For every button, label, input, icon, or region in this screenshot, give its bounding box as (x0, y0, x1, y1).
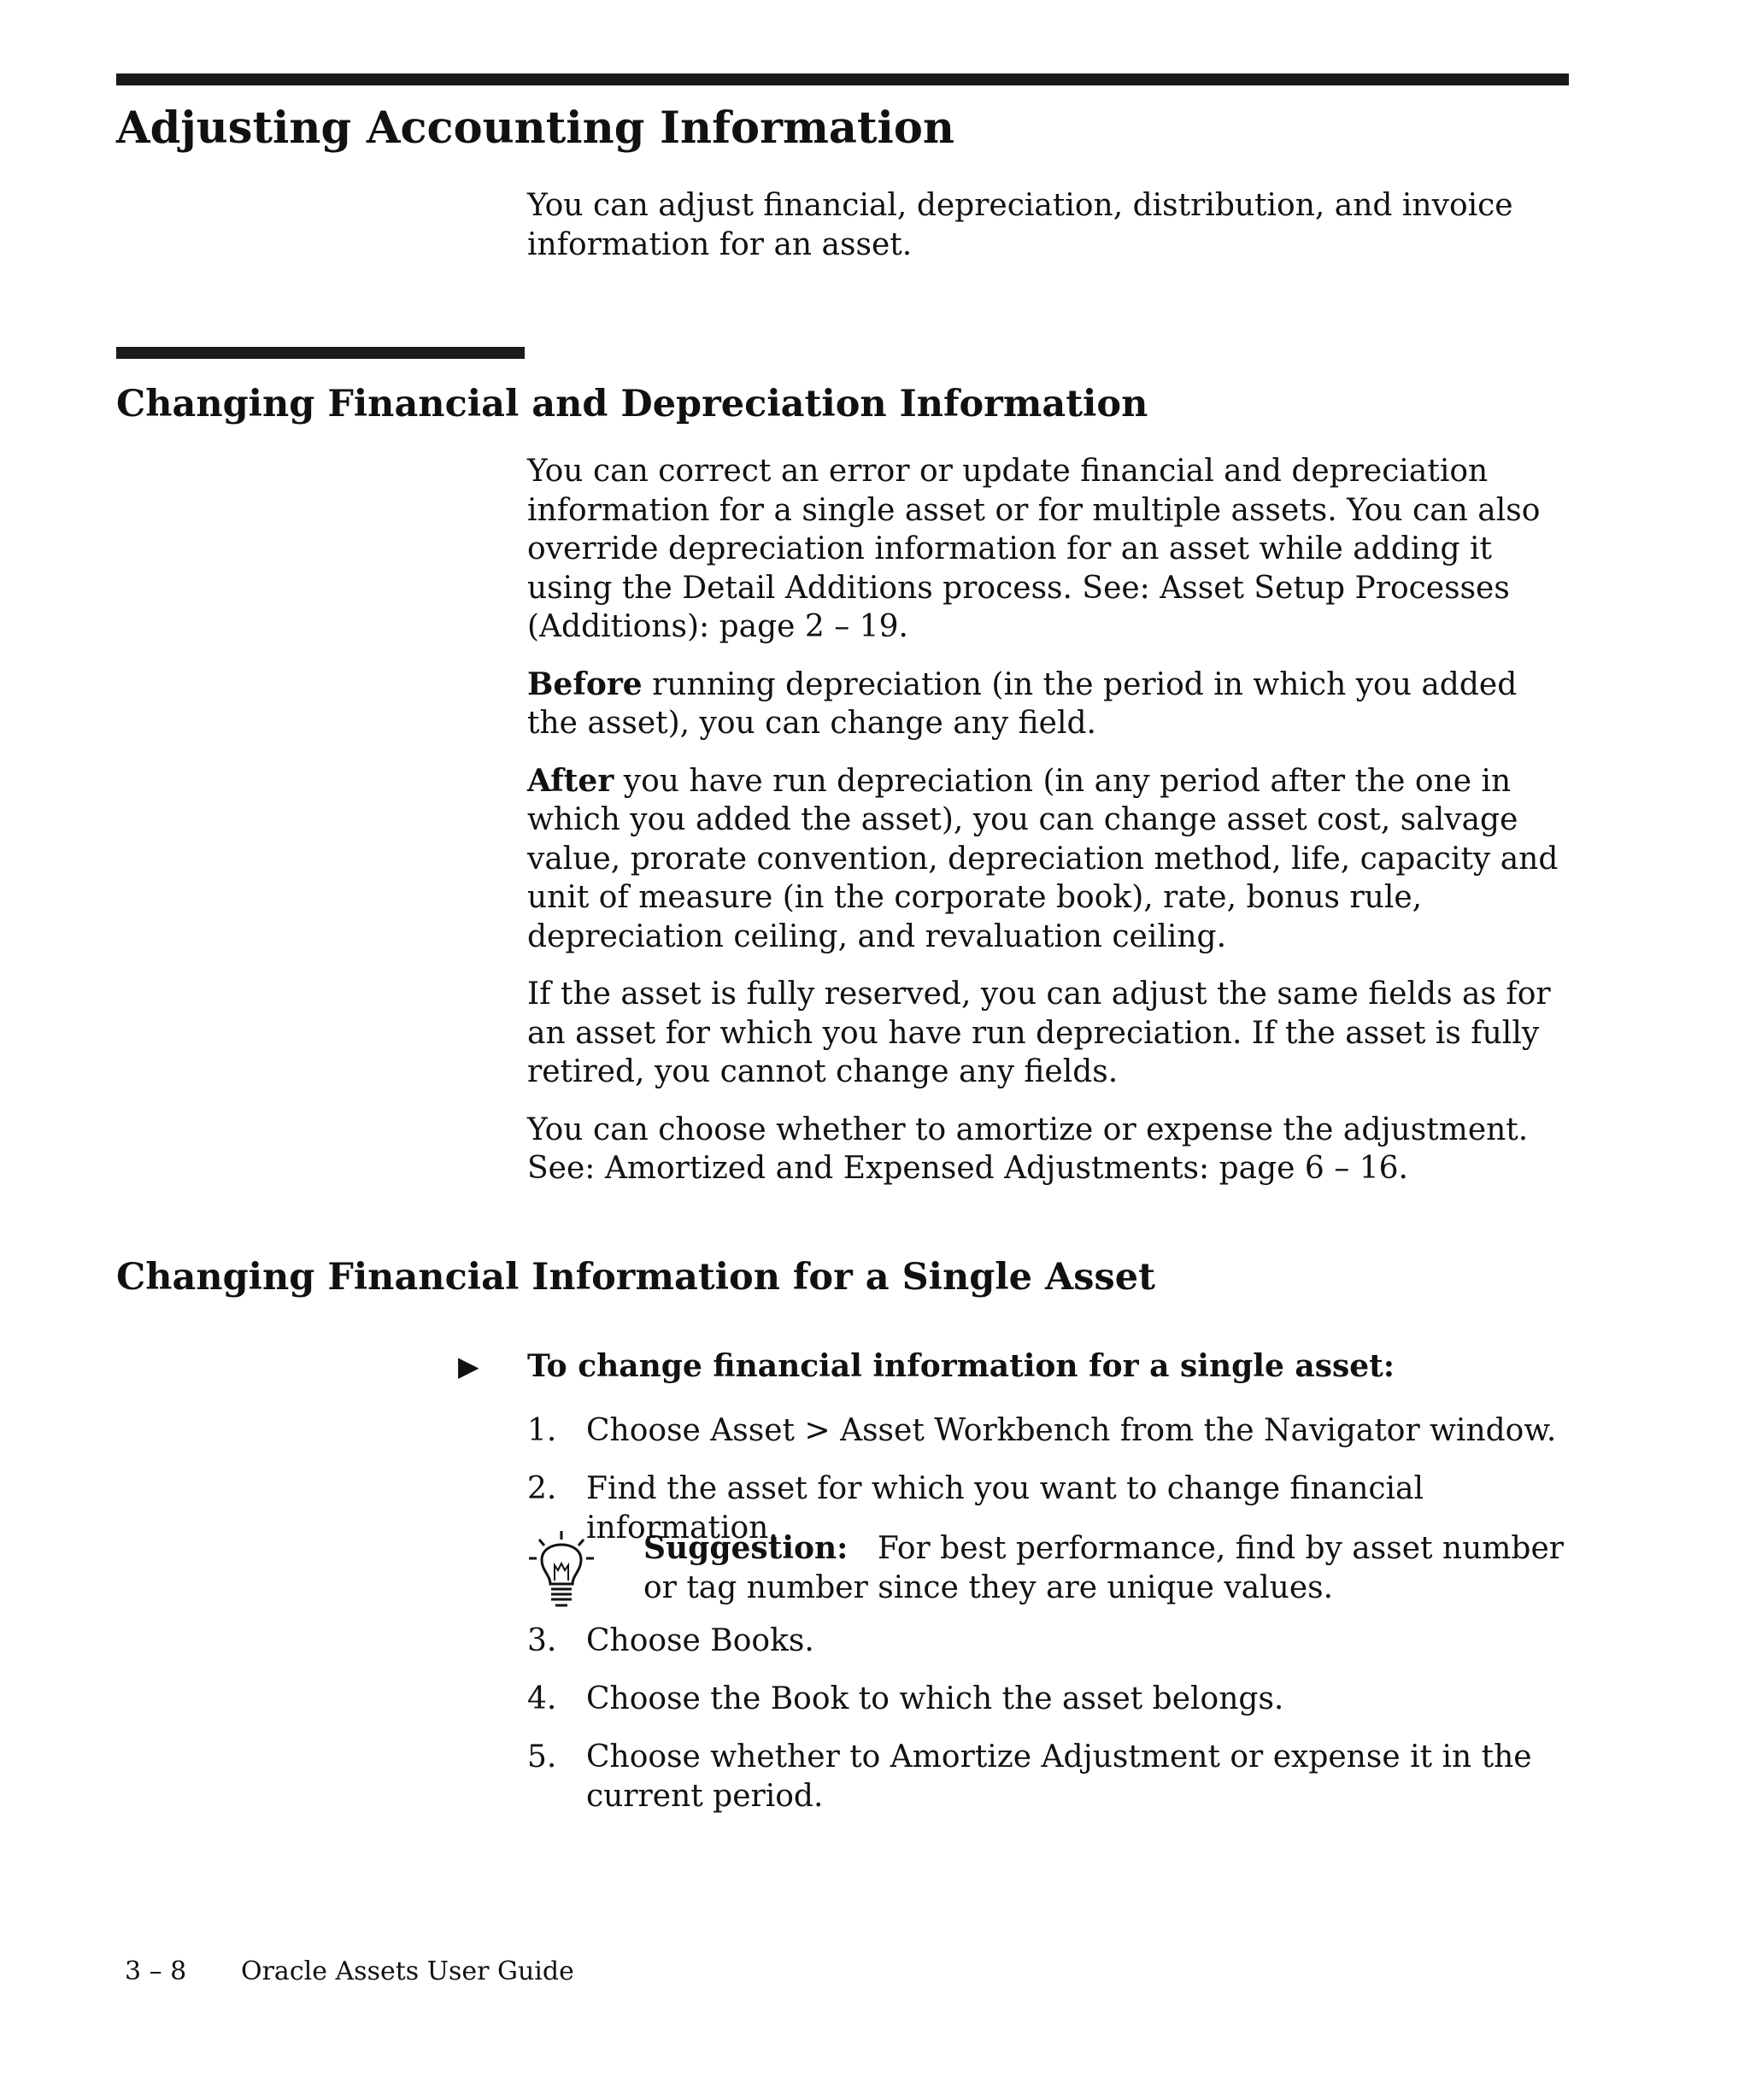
list-item (527, 1622, 1577, 1661)
list-item (527, 1738, 1577, 1816)
section1-paragraph-2 (527, 666, 1577, 743)
before-label: Before (527, 666, 643, 702)
procedure-heading-text: To change financial information for a single asset: (527, 1348, 1395, 1384)
lightbulb-icon (527, 1529, 596, 1611)
step-number: 1. (527, 1413, 557, 1448)
procedure-arrow-icon: ▶ (458, 1350, 479, 1382)
section1-paragraph-3 (527, 762, 1577, 957)
section1-body (527, 452, 1577, 1207)
section-heading-financial-depreciation: Changing Financial and Depreciation Information (116, 383, 1148, 425)
after-label: After (527, 762, 614, 799)
suggestion-text (643, 1529, 1577, 1607)
section1-paragraph-5: You can choose whether to amortize or expense the adjustment. See: Amortized and Expensed Adjustments: page 6 – 16. (527, 1112, 1529, 1186)
step-text: Choose Books. (586, 1623, 814, 1658)
before-text: running depreciation (in the period in which you added the asset), you can change any field. (527, 666, 1518, 741)
footer-book-title: Oracle Assets User Guide (241, 1956, 574, 1986)
suggestion-note (527, 1529, 1577, 1607)
step-number: 5. (527, 1739, 557, 1774)
intro-paragraph (527, 186, 1577, 283)
intro-text: You can adjust financial, depreciation, distribution, and invoice information for an asset. (527, 188, 1513, 262)
step-text: Find the asset for which you want to change financial information. (586, 1471, 1424, 1546)
suggestion-body: For best performance, find by asset number or tag number since they are unique values. (643, 1531, 1564, 1605)
step-text: Choose whether to Amortize Adjustment or expense it in the current period. (586, 1739, 1532, 1814)
step-text: Choose the Book to which the asset belongs. (586, 1681, 1284, 1716)
step-number: 2. (527, 1471, 557, 1506)
list-item (527, 1680, 1577, 1719)
page-title: Adjusting Accounting Information (116, 103, 954, 154)
section-rule (116, 347, 525, 359)
section-heading-single-asset: Changing Financial Information for a Single Asset (116, 1256, 1155, 1299)
section1-paragraph-1: You can correct an error or update financial and depreciation information for a single asset or for multiple assets. You can also override depreciation information for an asset while adding it using the Detail Additions process. See: Asset Setup Processes (Additions): page 2 – 19. (527, 454, 1541, 644)
suggestion-label: Suggestion: (643, 1530, 849, 1566)
section1-paragraph-4: If the asset is fully reserved, you can adjust the same fields as for an asset for which you have run depreciation. If the asset is fully retired, you cannot change any fields. (527, 977, 1551, 1089)
after-text: you have run depreciation (in any period after the one in which you added the asset), you can change asset cost, salvage value, prorate convention, depreciation method, life, capacity and unit of measure (in the corporate book), rate, bonus rule, depreciation ceiling, and revaluation ceiling. (527, 763, 1559, 954)
list-item (527, 1411, 1577, 1451)
step-text: Choose Asset > Asset Workbench from the Navigator window. (586, 1413, 1557, 1448)
step-number: 3. (527, 1623, 557, 1658)
top-rule (116, 73, 1569, 85)
step-number: 4. (527, 1681, 557, 1716)
page-number: 3 – 8 (125, 1956, 187, 1986)
